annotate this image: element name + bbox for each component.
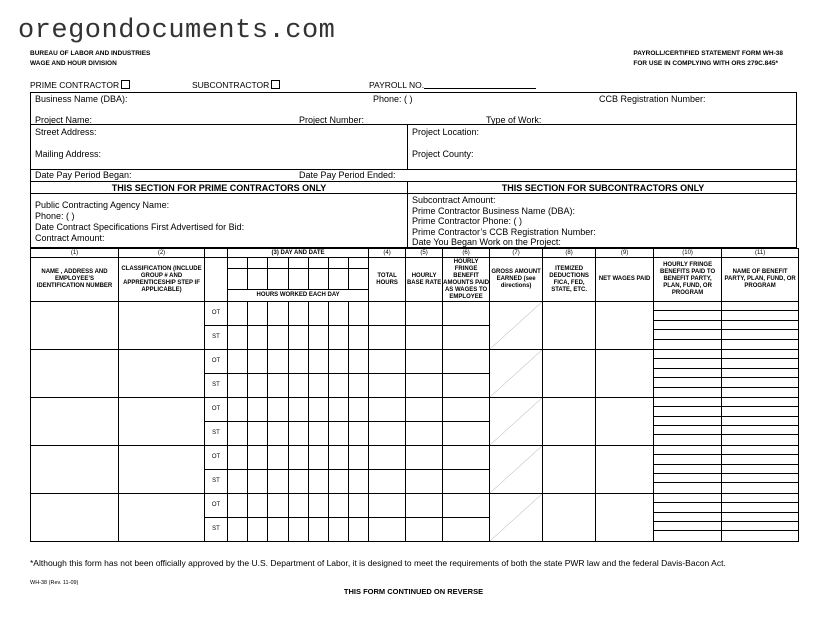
day-cell[interactable] xyxy=(349,258,369,269)
date-began-field[interactable]: Date Pay Period Began: xyxy=(35,170,132,180)
mailing-address-field[interactable]: Mailing Address: xyxy=(35,149,102,159)
col-num-2: (2) xyxy=(119,249,205,258)
payroll-number-field[interactable] xyxy=(369,80,424,90)
info-form xyxy=(30,92,797,248)
hours-cell[interactable] xyxy=(309,517,329,541)
fringe-paid-cell[interactable] xyxy=(654,445,722,493)
base-rate-cell[interactable] xyxy=(406,397,443,421)
day-cell[interactable] xyxy=(268,258,289,269)
project-number-field[interactable]: Project Number: xyxy=(299,115,365,125)
fringe-wages-cell[interactable] xyxy=(443,517,490,541)
base-rate-cell[interactable] xyxy=(406,373,443,397)
project-location-field[interactable]: Project Location: xyxy=(412,127,480,137)
hours-cell[interactable] xyxy=(289,445,309,469)
base-rate-cell[interactable] xyxy=(406,469,443,493)
continued-notice: THIS FORM CONTINUED ON REVERSE xyxy=(343,587,484,596)
st-label: ST xyxy=(205,373,228,397)
col-num-11: (11) xyxy=(722,249,799,258)
divider xyxy=(407,194,408,247)
benefit-party-cell[interactable] xyxy=(722,445,799,493)
hours-cell[interactable] xyxy=(289,373,309,397)
total-hours-cell[interactable] xyxy=(369,325,406,349)
employee-name-cell[interactable] xyxy=(31,397,119,445)
hours-cell[interactable] xyxy=(248,421,268,445)
day-cell[interactable] xyxy=(309,258,329,269)
sub-section-title: THIS SECTION FOR SUBCONTRACTORS ONLY xyxy=(501,183,705,193)
hours-cell[interactable] xyxy=(289,469,309,493)
net-wages-cell[interactable] xyxy=(596,349,654,397)
deductions-cell[interactable] xyxy=(543,493,596,541)
hours-cell[interactable] xyxy=(268,493,289,517)
hours-cell[interactable] xyxy=(309,469,329,493)
benefit-party-cell[interactable] xyxy=(722,397,799,445)
fringe-wages-cell[interactable] xyxy=(443,421,490,445)
hours-cell[interactable] xyxy=(268,373,289,397)
hours-cell[interactable] xyxy=(329,397,349,421)
st-label: ST xyxy=(205,421,228,445)
agency-line-2: WAGE AND HOUR DIVISION xyxy=(30,60,117,67)
prime-section-title: THIS SECTION FOR PRIME CONTRACTORS ONLY xyxy=(111,183,327,193)
col-header-fringe-paid: HOURLY FRINGE BENEFITS PAID TO BENEFIT PARTY, PLAN, FUND, OR PROGRAM xyxy=(654,258,722,302)
subcontractor-checkbox[interactable] xyxy=(271,80,280,89)
deductions-cell[interactable] xyxy=(543,445,596,493)
date-ended-field[interactable]: Date Pay Period Ended: xyxy=(299,170,396,180)
hours-cell[interactable] xyxy=(248,397,268,421)
hours-cell[interactable] xyxy=(248,325,268,349)
total-hours-cell[interactable] xyxy=(369,445,406,469)
hours-cell[interactable] xyxy=(268,302,289,326)
hours-cell[interactable] xyxy=(309,373,329,397)
subcontract-amount-field[interactable]: Subcontract Amount: xyxy=(412,195,496,205)
hours-cell[interactable] xyxy=(289,325,309,349)
hours-cell[interactable] xyxy=(248,493,268,517)
hours-cell[interactable] xyxy=(268,517,289,541)
base-rate-cell[interactable] xyxy=(406,421,443,445)
col-num-6: (6) xyxy=(443,249,490,258)
date-cell[interactable] xyxy=(268,269,289,290)
total-hours-cell[interactable] xyxy=(369,421,406,445)
hours-cell[interactable] xyxy=(228,421,248,445)
diagonal-slash xyxy=(490,446,542,493)
hours-cell[interactable] xyxy=(329,445,349,469)
contract-amount-field[interactable]: Contract Amount: xyxy=(35,233,105,243)
fringe-wages-cell[interactable] xyxy=(443,373,490,397)
hours-cell[interactable] xyxy=(228,349,248,373)
date-cell[interactable] xyxy=(289,269,309,290)
payroll-number-label: PAYROLL NO. xyxy=(369,80,425,90)
fringe-wages-cell[interactable] xyxy=(443,493,490,517)
ot-label: OT xyxy=(205,493,228,517)
date-began-work-field[interactable]: Date You Began Work on the Project: xyxy=(412,237,561,247)
gross-amount-cell[interactable] xyxy=(490,397,543,445)
prime-phone-field[interactable]: Prime Contractor Phone: ( ) xyxy=(412,216,523,226)
gross-amount-cell[interactable] xyxy=(490,349,543,397)
gross-amount-cell[interactable] xyxy=(490,445,543,493)
hours-cell[interactable] xyxy=(289,349,309,373)
hours-cell[interactable] xyxy=(228,517,248,541)
fringe-wages-cell[interactable] xyxy=(443,302,490,326)
hours-cell[interactable] xyxy=(228,493,248,517)
day-cell[interactable] xyxy=(289,258,309,269)
hours-cell[interactable] xyxy=(228,325,248,349)
classification-cell[interactable] xyxy=(119,302,205,350)
col-num-8: (8) xyxy=(543,249,596,258)
prime-contractor-checkbox[interactable] xyxy=(121,80,130,89)
total-hours-cell[interactable] xyxy=(369,373,406,397)
business-row xyxy=(31,93,796,125)
hours-cell[interactable] xyxy=(309,302,329,326)
deductions-cell[interactable] xyxy=(543,302,596,350)
employee-ot-row xyxy=(31,397,799,421)
net-wages-cell[interactable] xyxy=(596,397,654,445)
benefit-party-cell[interactable] xyxy=(722,349,799,397)
deductions-cell[interactable] xyxy=(543,397,596,445)
employee-name-cell[interactable] xyxy=(31,493,119,541)
day-cell[interactable] xyxy=(329,258,349,269)
total-hours-cell[interactable] xyxy=(369,493,406,517)
hours-cell[interactable] xyxy=(268,469,289,493)
form-header xyxy=(633,49,783,69)
col-num-7: (7) xyxy=(490,249,543,258)
hours-cell[interactable] xyxy=(349,445,369,469)
type-of-work-field[interactable]: Type of Work: xyxy=(486,115,542,125)
hours-cell[interactable] xyxy=(329,302,349,326)
date-cell[interactable] xyxy=(309,269,329,290)
footnote: *Although this form has not been officially approved by the U.S. Department of Labor, it is designed to meet the requirements of both the state PWR law and the federal Davis-Bacon Act. xyxy=(30,558,726,568)
fringe-paid-cell[interactable] xyxy=(654,302,722,350)
hours-cell[interactable] xyxy=(349,302,369,326)
net-wages-cell[interactable] xyxy=(596,302,654,350)
base-rate-cell[interactable] xyxy=(406,517,443,541)
hours-cell[interactable] xyxy=(349,349,369,373)
ccb-field[interactable]: CCB Registration Number: xyxy=(599,94,706,104)
phone-field[interactable]: Phone: ( ) xyxy=(373,94,413,104)
col-header-net-wages: NET WAGES PAID xyxy=(596,258,654,302)
hours-cell[interactable] xyxy=(268,397,289,421)
col-header-fringe-wages: HOURLY FRINGE BENEFIT AMOUNTS PAID AS WAGES TO EMPLOYEE xyxy=(443,258,490,300)
fringe-wages-cell[interactable] xyxy=(443,469,490,493)
form-subtitle: FOR USE IN COMPLYING WITH ORS 279C.845* xyxy=(633,60,778,67)
hours-cell[interactable] xyxy=(228,397,248,421)
deductions-cell[interactable] xyxy=(543,349,596,397)
hours-cell[interactable] xyxy=(268,325,289,349)
employee-ot-row xyxy=(31,493,799,517)
col-header-total-hours: TOTAL HOURS xyxy=(369,258,406,302)
ot-label: OT xyxy=(205,445,228,469)
col-header-ot-st xyxy=(205,258,228,302)
hours-cell[interactable] xyxy=(349,325,369,349)
hours-cell[interactable] xyxy=(268,421,289,445)
net-wages-cell[interactable] xyxy=(596,493,654,541)
payroll-table xyxy=(30,248,799,542)
hours-cell[interactable] xyxy=(309,493,329,517)
gross-amount-cell[interactable] xyxy=(490,493,543,541)
hours-cell[interactable] xyxy=(248,302,268,326)
hours-cell[interactable] xyxy=(309,397,329,421)
total-hours-cell[interactable] xyxy=(369,302,406,326)
subcontractor-label: SUBCONTRACTOR xyxy=(192,80,270,90)
base-rate-cell[interactable] xyxy=(406,325,443,349)
total-hours-cell[interactable] xyxy=(369,397,406,421)
hours-cell[interactable] xyxy=(268,445,289,469)
col-num-5: (5) xyxy=(406,249,443,258)
prime-contractor-label: PRIME CONTRACTOR xyxy=(30,80,120,90)
date-cell[interactable] xyxy=(228,269,248,290)
hours-cell[interactable] xyxy=(228,445,248,469)
project-name-field[interactable]: Project Name: xyxy=(35,115,93,125)
diagonal-slash xyxy=(490,302,542,349)
revision-label: WH-38 (Rev. 11-09) xyxy=(30,580,79,586)
base-rate-cell[interactable] xyxy=(406,349,443,373)
fringe-wages-cell[interactable] xyxy=(443,445,490,469)
classification-cell[interactable] xyxy=(119,397,205,445)
day-cell[interactable] xyxy=(248,258,268,269)
hours-cell[interactable] xyxy=(309,421,329,445)
col-header-hours-worked: HOURS WORKED EACH DAY xyxy=(228,290,369,302)
hours-cell[interactable] xyxy=(329,469,349,493)
agency-header xyxy=(30,49,150,69)
hours-cell[interactable] xyxy=(309,445,329,469)
employee-name-cell[interactable] xyxy=(31,445,119,493)
prime-contractor-option[interactable] xyxy=(30,80,119,90)
col-header-gross-amount: GROSS AMOUNT EARNED (see directions) xyxy=(490,258,543,302)
col-num-3: (3) DAY AND DATE xyxy=(228,249,369,258)
employee-name-cell[interactable] xyxy=(31,302,119,350)
hours-cell[interactable] xyxy=(268,349,289,373)
hours-cell[interactable] xyxy=(289,493,309,517)
employee-ot-row xyxy=(31,445,799,469)
prime-business-name-field[interactable]: Prime Contractor Business Name (DBA): xyxy=(412,206,576,216)
col-num-1: (1) xyxy=(31,249,119,258)
pay-period-row xyxy=(31,170,796,182)
form-title: PAYROLL/CERTIFIED STATEMENT FORM WH-38 xyxy=(633,50,783,57)
col-header-benefit-party: NAME OF BENEFIT PARTY, PLAN, FUND, OR PROGRAM xyxy=(722,258,799,302)
col-header-deductions: ITEMIZED DEDUCTIONS FICA, FED, STATE, ETC. xyxy=(543,258,596,302)
benefit-party-cell[interactable] xyxy=(722,493,799,541)
benefit-party-cell[interactable] xyxy=(722,302,799,350)
col-num-4: (4) xyxy=(369,249,406,258)
diagonal-slash xyxy=(490,350,542,397)
hours-cell[interactable] xyxy=(289,397,309,421)
diagonal-slash xyxy=(490,494,542,541)
hours-cell[interactable] xyxy=(228,469,248,493)
date-cell[interactable] xyxy=(329,269,349,290)
employee-ot-row xyxy=(31,302,799,326)
st-label: ST xyxy=(205,517,228,541)
column-number-row xyxy=(31,249,799,258)
hours-cell[interactable] xyxy=(309,349,329,373)
net-wages-cell[interactable] xyxy=(596,445,654,493)
fringe-paid-cell[interactable] xyxy=(654,349,722,397)
hours-cell[interactable] xyxy=(349,469,369,493)
hours-cell[interactable] xyxy=(228,373,248,397)
st-label: ST xyxy=(205,325,228,349)
col-header-base-rate: HOURLY BASE RATE xyxy=(406,258,443,302)
payroll-number-input[interactable] xyxy=(424,80,536,89)
hours-cell[interactable] xyxy=(248,349,268,373)
section-fields-row xyxy=(31,194,796,247)
fringe-paid-cell[interactable] xyxy=(654,397,722,445)
prime-ccb-field[interactable]: Prime Contractor’s CCB Registration Number: xyxy=(412,227,596,237)
day-date-row-1 xyxy=(31,258,799,269)
watermark-logo: oregondocuments.com xyxy=(18,16,336,46)
total-hours-cell[interactable] xyxy=(369,469,406,493)
subcontractor-option[interactable] xyxy=(192,80,269,90)
col-header-name: NAME , ADDRESS AND EMPLOYEE’S IDENTIFICATION NUMBER xyxy=(31,258,119,302)
hours-cell[interactable] xyxy=(248,445,268,469)
hours-cell[interactable] xyxy=(329,325,349,349)
date-cell[interactable] xyxy=(349,269,369,290)
ot-label: OT xyxy=(205,349,228,373)
total-hours-cell[interactable] xyxy=(369,349,406,373)
hours-cell[interactable] xyxy=(309,325,329,349)
col-num-10: (10) xyxy=(654,249,722,258)
agency-phone-field[interactable]: Phone: ( ) xyxy=(35,211,75,221)
hours-cell[interactable] xyxy=(248,469,268,493)
classification-cell[interactable] xyxy=(119,349,205,397)
hours-cell[interactable] xyxy=(329,493,349,517)
base-rate-cell[interactable] xyxy=(406,302,443,326)
hours-cell[interactable] xyxy=(349,397,369,421)
employee-ot-row xyxy=(31,349,799,373)
fringe-paid-cell[interactable] xyxy=(654,493,722,541)
ot-label: OT xyxy=(205,302,228,326)
section-title-row xyxy=(31,182,796,194)
hours-cell[interactable] xyxy=(329,517,349,541)
hours-cell[interactable] xyxy=(289,421,309,445)
date-cell[interactable] xyxy=(248,269,268,290)
hours-cell[interactable] xyxy=(349,493,369,517)
hours-cell[interactable] xyxy=(349,421,369,445)
date-advertised-field[interactable]: Date Contract Specifications First Advertised for Bid: xyxy=(35,222,245,232)
fringe-wages-cell[interactable] xyxy=(443,397,490,421)
gross-amount-cell[interactable] xyxy=(490,302,543,350)
diagonal-slash xyxy=(490,398,542,445)
total-hours-cell[interactable] xyxy=(369,517,406,541)
col-header-classification: CLASSIFICATION (INCLUDE GROUP # AND APPRENTICESHIP STEP IF APPLICABLE) xyxy=(119,258,205,302)
divider xyxy=(407,125,408,169)
hours-cell[interactable] xyxy=(349,517,369,541)
address-row xyxy=(31,125,796,170)
fringe-wages-cell[interactable] xyxy=(443,325,490,349)
col-num-9: (9) xyxy=(596,249,654,258)
classification-cell[interactable] xyxy=(119,493,205,541)
fringe-wages-cell[interactable] xyxy=(443,349,490,373)
business-name-field[interactable]: Business Name (DBA): xyxy=(35,94,128,104)
st-label: ST xyxy=(205,469,228,493)
hours-cell[interactable] xyxy=(289,517,309,541)
ot-label: OT xyxy=(205,397,228,421)
classification-cell[interactable] xyxy=(119,445,205,493)
col-num-blank xyxy=(205,249,228,258)
base-rate-cell[interactable] xyxy=(406,445,443,469)
hours-cell[interactable] xyxy=(329,421,349,445)
employee-name-cell[interactable] xyxy=(31,349,119,397)
hours-cell[interactable] xyxy=(329,373,349,397)
day-cell[interactable] xyxy=(228,258,248,269)
agency-name-field[interactable]: Public Contracting Agency Name: xyxy=(35,200,170,210)
project-county-field[interactable]: Project County: xyxy=(412,149,474,159)
hours-cell[interactable] xyxy=(329,349,349,373)
street-address-field[interactable]: Street Address: xyxy=(35,127,97,137)
base-rate-cell[interactable] xyxy=(406,493,443,517)
hours-cell[interactable] xyxy=(248,373,268,397)
contractor-type-line xyxy=(30,80,797,92)
hours-cell[interactable] xyxy=(289,302,309,326)
hours-cell[interactable] xyxy=(349,373,369,397)
hours-cell[interactable] xyxy=(248,517,268,541)
agency-line-1: BUREAU OF LABOR AND INDUSTRIES xyxy=(30,50,151,57)
hours-cell[interactable] xyxy=(228,302,248,326)
